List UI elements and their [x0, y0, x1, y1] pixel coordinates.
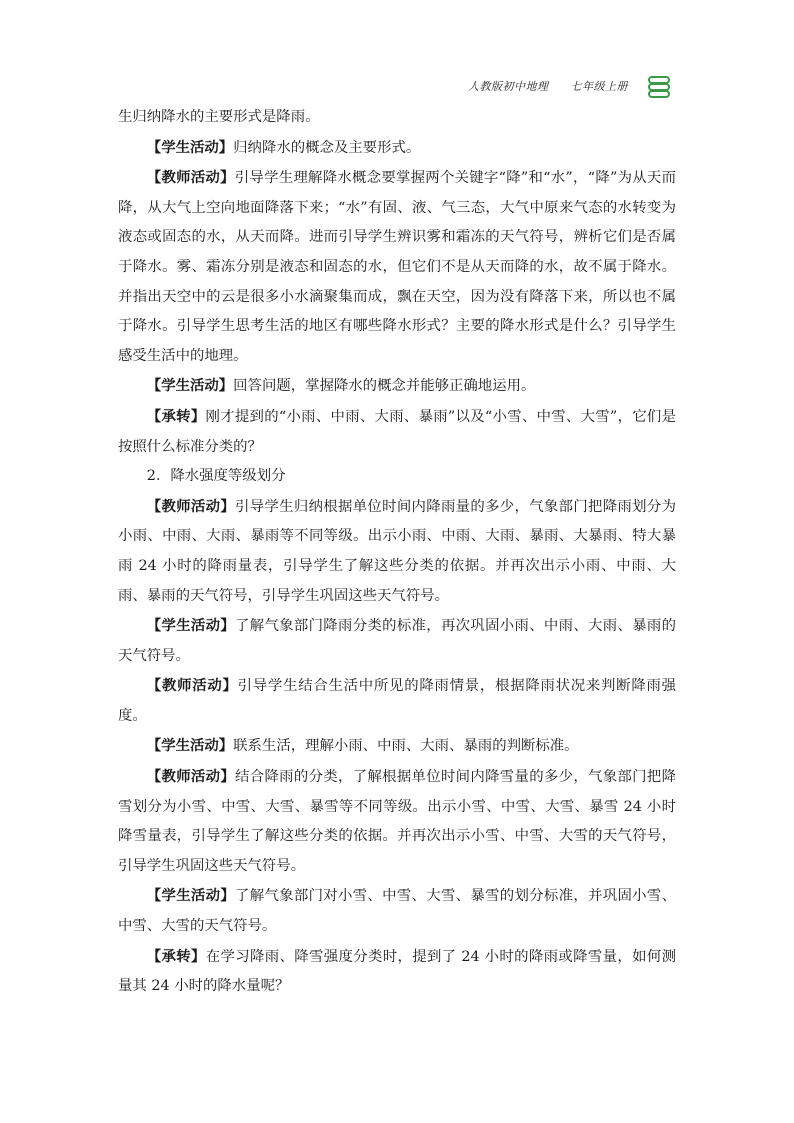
paragraph-text: 生归纳降水的主要形式是降雨。 — [118, 109, 320, 125]
paragraph-p4 — [118, 402, 676, 462]
header-grade: 七年级上册 — [570, 80, 628, 93]
book-logo-icon — [647, 76, 671, 98]
paragraph-text: 2．降水强度等级划分 — [146, 468, 286, 485]
activity-tag: 【学生活动】 — [146, 138, 234, 156]
paragraph-p3 — [118, 371, 676, 402]
paragraph-p6 — [118, 492, 676, 611]
activity-tag: 【学生活动】 — [146, 887, 236, 905]
paragraph-p7 — [118, 611, 676, 671]
paragraph-p1 — [118, 133, 676, 164]
paragraph-p11 — [118, 881, 676, 941]
paragraph-text: 在学习降雨、降雪强度分类时，提到了 24 小时的降雨或降雪量，如何测量其 24 小时的降水量呢？ — [118, 948, 676, 995]
paragraph-p0 — [118, 103, 676, 133]
paragraph-p9 — [118, 731, 676, 762]
paragraph-text: 结合降雨的分类，了解根据单位时间内降雪量的多少，气象部门把降雪划分为小雪、中雪、大雪、暴雪等不同等级。出示小雪、中雪、大雪、暴雪 24 小时降雪量表，引导学生了解这些分类的依据。并再次出示小雪、中雪、大雪的天气符号，引导学生巩固这些天气符号。 — [118, 769, 676, 874]
paragraph-text: 联系生活，理解小雨、中雨、大雨、暴雨的判断标准。 — [233, 738, 579, 755]
activity-tag: 【学生活动】 — [146, 617, 236, 635]
paragraph-p8 — [118, 671, 676, 731]
activity-tag: 【教师活动】 — [146, 677, 238, 695]
header-publisher: 人教版初中地理 — [468, 80, 549, 93]
activity-tag: 【教师活动】 — [146, 497, 236, 515]
paragraph-p2 — [118, 163, 676, 371]
activity-tag: 【教师活动】 — [146, 169, 235, 187]
paragraph-text: 刚才提到的“小雨、中雨、大雨、暴雨”以及“小雪、中雪、大雪”，它们是按照什么标准分类的？ — [118, 408, 676, 455]
paragraph-p12 — [118, 942, 676, 1002]
activity-tag: 【学生活动】 — [146, 737, 234, 755]
paragraph-p10 — [118, 762, 676, 881]
paragraph-text: 了解气象部门降雨分类的标准，再次巩固小雨、中雨、大雨、暴雨的天气符号。 — [118, 618, 676, 664]
activity-tag: 【学生活动】 — [146, 377, 234, 395]
paragraph-text: 引导学生结合生活中所见的降雨情景，根据降雨状况来判断降雨强度。 — [118, 678, 676, 724]
paragraph-text: 了解气象部门对小雪、中雪、大雪、暴雪的划分标准，并巩固小雪、中雪、大雪的天气符号。 — [118, 888, 676, 935]
paragraph-text: 引导学生理解降水概念要掌握两个关键字“降”和“水”，“降”为从天而降，从大气上空向地面降落下来；“水”有固、液、气三态，大气中原来气态的水转变为液态或固态的水，从天而降。进而引导学生辨识雾和霜冻的天气符号，辨析它们是否属于降水。雾、霜冻分别是液态和固态的水，但它们不是从天而降的水，故不属于降水。并指出天空中的云是很多小水滴聚集而成，飘在天空，因为没有降落下来，所以也不属于降水。引导学生思考生活的地区有哪些降水形式？主要的降水形式是什么？引导学生感受生活中的地理。 — [118, 170, 676, 364]
header-text — [468, 78, 628, 94]
paragraph-p5 — [118, 462, 676, 492]
paragraph-text: 引导学生归纳根据单位时间内降雨量的多少，气象部门把降雨划分为小雨、中雨、大雨、暴雨等不同等级。出示小雨、中雨、大雨、暴雨、大暴雨、特大暴雨 24 小时的降雨量表，引导学生了解这些分类的依据。并再次出示小雨、中雨、大雨、暴雨的天气符号，引导学生巩固这些天气符号。 — [118, 498, 676, 604]
activity-tag: 【教师活动】 — [146, 768, 236, 786]
paragraph-text: 回答问题，掌握降水的概念并能够正确地运用。 — [233, 378, 536, 395]
activity-tag: 【承转】 — [146, 947, 206, 965]
paragraph-text: 归纳降水的概念及主要形式。 — [233, 139, 421, 156]
activity-tag: 【承转】 — [146, 407, 206, 425]
page-header — [0, 76, 794, 100]
document-body — [118, 103, 676, 1002]
